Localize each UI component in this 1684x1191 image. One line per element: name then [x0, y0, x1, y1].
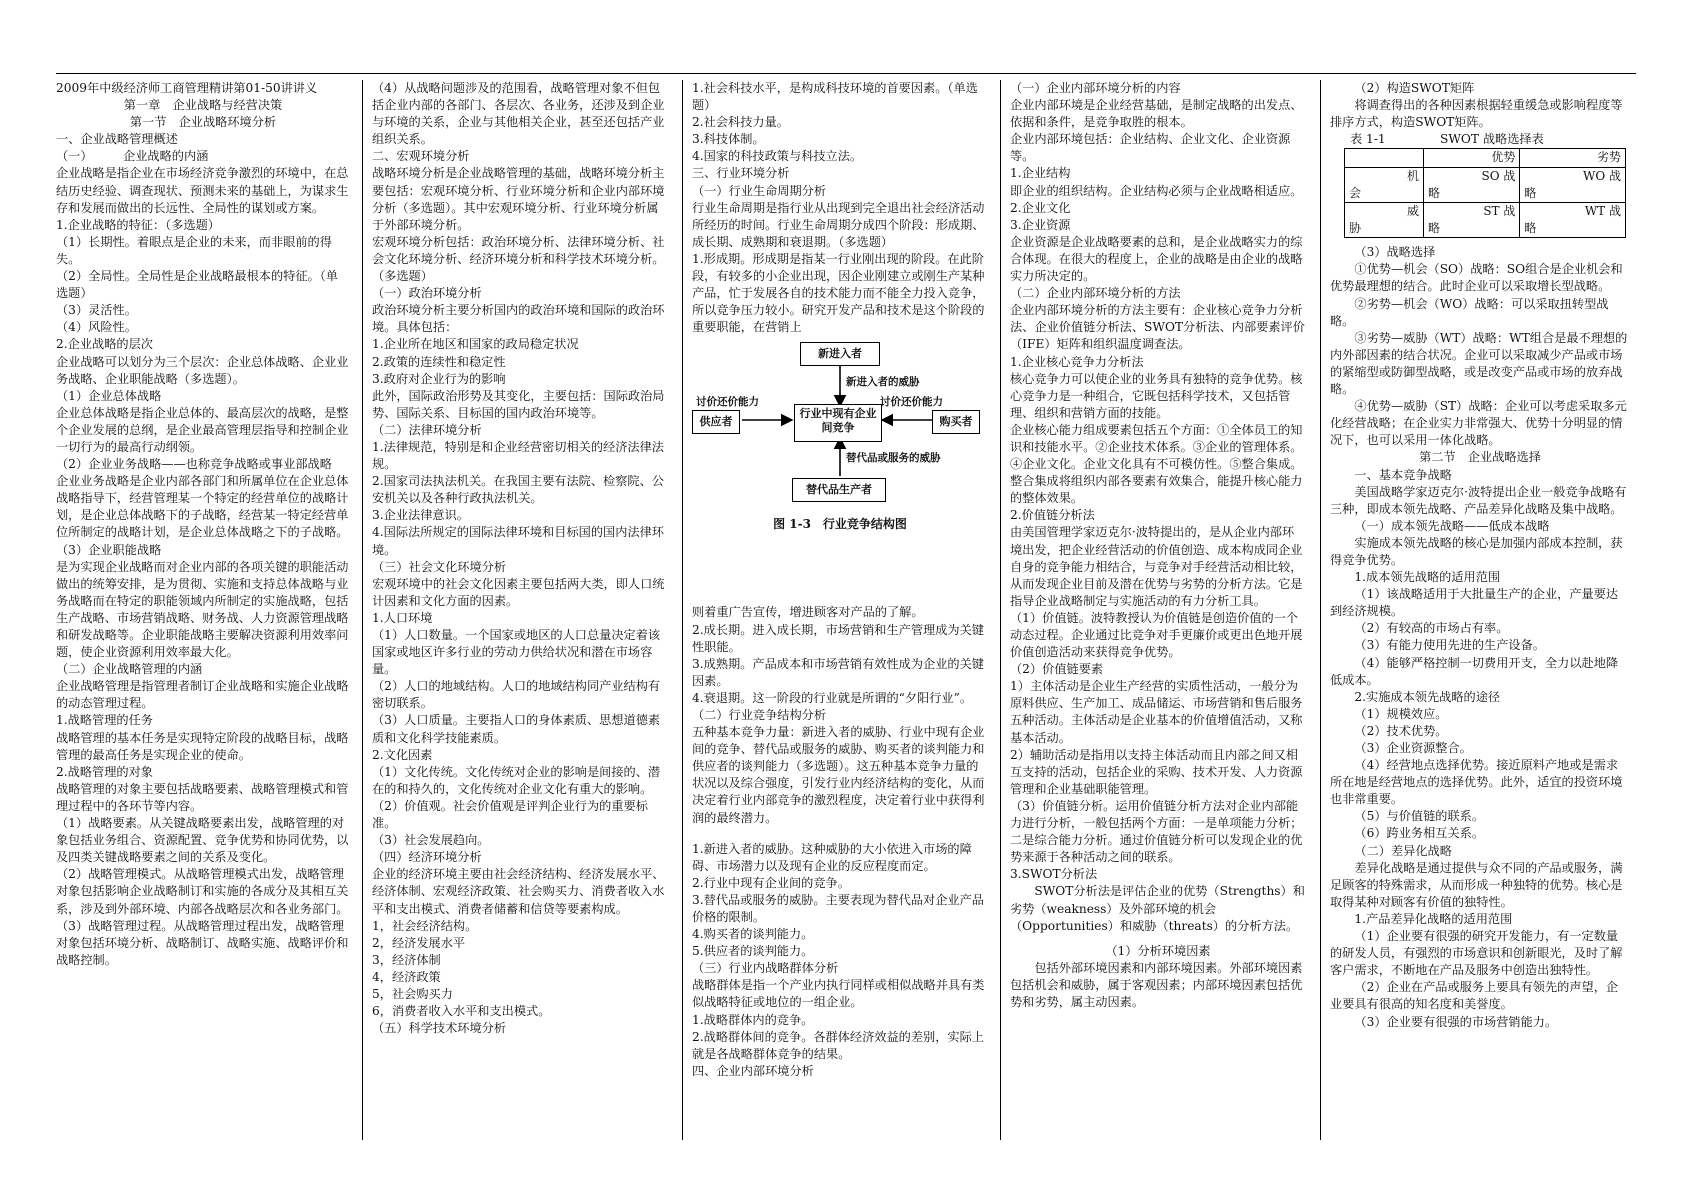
paragraph: 2.社会科技力量。 [692, 115, 789, 130]
paragraph: 1.新进入者的威胁。这种威胁的大小依进入市场的障碍、市场潜力以及现有企业的反应程度而定。 [692, 841, 972, 873]
paragraph: SWOT分析法是评估企业的优势（Strengths）和劣势（weakness）及外部环境的机会（Opportunities）和威胁（threats）的分析方法。 [1010, 884, 1305, 933]
paragraph: （1）规模效应。 [1354, 706, 1448, 721]
column-3 [692, 80, 988, 1140]
paragraph: （3）企业资源整合。 [1354, 741, 1472, 755]
paragraph: 4.购买者的谈判能力。 [692, 927, 814, 942]
paragraph: （3）战略选择 [1354, 245, 1436, 260]
paragraph: （1）人口数量。一个国家或地区的人口总量决定着该国家或地区许多行业的劳动力供给状况和潜在市场容量。 [372, 628, 661, 677]
paragraph: 5.供应者的谈判能力。 [692, 944, 814, 959]
section-title: 第二节 企业战略选择 [1419, 450, 1541, 465]
paragraph: （2）价值链要素 [1010, 662, 1104, 677]
paragraph: 宏观环境分析包括：政治环境分析、法律环境分析、社会文化环境分析、经济环境分析和科学技术环境分析。（多选题） [372, 234, 665, 284]
paragraph: 1.社会科技水平，是构成科技环境的首要因素。（单选题） [692, 81, 978, 113]
paragraph: （1）长期性。着眼点是企业的未来，而非眼前的得失。 [56, 234, 332, 266]
paragraph: （3）企业要有很强的市场营销能力。 [1354, 1014, 1558, 1029]
table-title: SWOT 战略选择表 [1440, 132, 1544, 147]
swot-table-caption [1330, 131, 1630, 148]
paragraph: （4）能够严格控制一切费用开支，全力以赴地降低成本。 [1330, 655, 1619, 687]
paragraph: 1.企业结构 [1010, 166, 1071, 181]
paragraph: （3）企业职能战略 [56, 542, 162, 557]
paragraph: 1.企业战略的特征：（多选题） [56, 217, 220, 232]
doc-title: 2009年中级经济师工商管理精讲第01-50讲讲义 [56, 81, 318, 95]
paragraph: 企业的经济环境主要由社会经济结构、经济发展水平、经济体制、宏观经济政策、社会购买力、消费者收入水平和支出模式、消费者储蓄和信贷等要素构成。 [372, 867, 665, 916]
paragraph: 美国战略学家迈克尔·波特提出企业一般竞争战略有三种，即成本领先战略、产品差异化战略及集中战略。 [1330, 484, 1627, 516]
paragraph: （1）该战略适用于大批量生产的企业，产量要达到经济规模。 [1330, 587, 1619, 619]
paragraph: 战略管理的基本任务是实现特定阶段的战略目标，战略管理的最高任务是实现企业的使命。 [56, 730, 349, 762]
paragraph: （二）企业内部环境分析的方法 [1010, 286, 1181, 301]
paragraph: （五）科学技术环境分析 [372, 1021, 507, 1036]
paragraph: 核心竞争力可以使企业的业务具有独特的竞争优势。核心竞争力是一种组合，它既包括科学技术，又包括管理、组织和营销方面的技能。 [1010, 371, 1303, 420]
paragraph: 3.企业资源 [1010, 217, 1071, 232]
paragraph: 企业战略可以划分为三个层次：企业总体战略、企业业务战略、企业职能战略（多选题）。 [56, 354, 349, 386]
paragraph: （2）战略管理模式。从战略管理模式出发，战略管理对象包括影响企业战略制订和实施的各成分及其相互关系，涉及到外部环境、内部各战略层次和各业务部门。 [56, 867, 349, 916]
paragraph: 4.国家的科技政策与科技立法。 [692, 149, 863, 164]
paragraph: （3）有能力使用先进的生产设备。 [1354, 638, 1545, 653]
paragraph: 即企业的组织结构。企业结构必须与企业战略相适应。 [1010, 183, 1303, 198]
paragraph: 4，经济政策 [372, 969, 441, 984]
paragraph: 1，社会经济结构。 [372, 918, 478, 933]
supplier-box: 供应者 [692, 410, 740, 434]
paragraph: （1）价值链。波特教授认为价值链是创造价值的一个动态过程。企业通过比竞争对手更廉价或更出色地开展价值创造活动来获得竞争优势。 [1010, 610, 1303, 660]
paragraph: 包括外部环境因素和内部环境因素。外部环境因素包括机会和威胁，属于客观因素；内部环境因素包括优势和劣势，属主动因素。 [1010, 960, 1303, 1009]
paragraph: （三）社会文化环境分析 [372, 559, 507, 574]
buyer-box: 购买者 [932, 410, 980, 434]
column-divider [1320, 80, 1321, 1140]
paragraph: 2.国家司法执法机关。在我国主要有法院、检察院、公安机关以及各种行政执法机关。 [372, 474, 664, 506]
paragraph: 2.文化因素 [372, 747, 433, 762]
heading: 二、宏观环境分析 [372, 149, 470, 164]
paragraph: 企业战略是指企业在市场经济竞争激烈的环境中，在总结历史经验、调查现状、预测未来的基础上，为谋求生存和发展而做出的长远性、全局性的谋划或方案。 [56, 166, 349, 215]
paragraph: （2）构造SWOT矩阵 [1354, 81, 1475, 95]
center-competition-box: 行业中现有企业间竞争 [794, 404, 882, 442]
paragraph: 2.企业战略的层次 [56, 337, 153, 352]
paragraph: 1.法律规范，特别是和企业经营密切相关的经济法律法规。 [372, 439, 664, 472]
paragraph: ③劣势—威胁（WT）战略：WT组合是最不理想的内外部因素的结合状况。企业可以采取减少产品或市场的紧缩型或防御型战略，或是改变产品或市场的放弃战略。 [1330, 330, 1628, 397]
paragraph: （一）政治环境分析 [372, 286, 482, 301]
paragraph: 五种基本竞争力量：新进入者的威胁、行业中现有企业间的竞争、替代品或服务的威胁、购买者的谈判能力和供应者的谈判能力（多选题）。这五种基本竞争力量的状况以及综合强度，引发行业内经济结构的变化，从而决定着行业内部竞争的激烈程度，决定着行业中获得利润的最终潜力。 [692, 725, 985, 825]
paragraph: （二）行业竞争结构分析 [692, 707, 827, 722]
figure-caption: 图 1-3 行业竞争结构图 [773, 517, 907, 532]
paragraph: 1.企业所在地区和国家的政局稳定状况 [372, 337, 579, 352]
top-rule [56, 73, 1636, 74]
paragraph: 政治环境分析主要分析国内的政治环境和国际的政治环境。具体包括： [372, 303, 665, 335]
paragraph: 2.政策的连续性和稳定性 [372, 354, 506, 369]
column-divider [682, 80, 683, 1140]
paragraph: 企业内部环境分析的方法主要有：企业核心竞争力分析法、企业价值链分析法、SWOT分析法、内部要素评价（IFE）矩阵和组织温度调查法。 [1010, 303, 1305, 352]
paragraph: （2）全局性。全局性是企业战略最根本的特征。（单选题） [56, 269, 338, 301]
paragraph: 企业核心能力组成要素包括五个方面：①全体员工的知识和技能水平。②企业技术体系。③企业的管理体系。④企业文化。企业文化具有不可模仿性。⑤整合集成。整合集成将组织内部各要素有效集合，能提升核心能力的整体效果。 [1010, 422, 1303, 506]
paragraph: 企业业务战略是企业内部各部门和所属单位在企业总体战略指导下，经营管理某一个特定的经营单位的战略计划，是企业总体战略下的子战略，经营某一特定经营单位所制定的战略计划，是企业总体战略之下的子战略。 [56, 474, 349, 540]
paragraph: （4）从战略问题涉及的范围看，战略管理对象不但包括企业内部的各部门、各层次、各业务，还涉及到企业与环境的关系，企业与其他相关企业，甚至还包括产业组织关系。 [372, 81, 665, 147]
paragraph: 实施成本领先战略的核心是加强内部成本控制，获得竞争优势。 [1330, 535, 1623, 567]
paragraph: （2）人口的地域结构。人口的地域结构同产业结构有密切联系。 [372, 679, 661, 711]
st-cell: ST 战 略 [1424, 203, 1520, 238]
paragraph: 3.替代品或服务的威胁。主要表现为替代品对企业产品价格的限制。 [692, 892, 984, 924]
paragraph: 2.成长期。进入成长期，市场营销和生产管理成为关键性职能。 [692, 622, 984, 654]
heading: 四、企业内部环境分析 [692, 1063, 814, 1078]
paragraph: （1）文化传统。文化传统对企业的影响是间接的、潜在的和持久的，文化传统对企业文化有重大的影响。 [372, 764, 661, 796]
paragraph: （3）人口质量。主要指人口的身体素质、思想道德素质和文化科学技能素质。 [372, 713, 661, 745]
paragraph: （2）企业在产品或服务上要具有领先的声望，企业要具有很高的知名度和美誉度。 [1330, 980, 1619, 1012]
header-strength: 优势 [1424, 149, 1520, 168]
paragraph: （一）成本领先战略——低成本战略 [1354, 518, 1550, 533]
paragraph: 战略管理的对象主要包括战略要素、战略管理模式和管理过程中的各环节等内容。 [56, 781, 349, 813]
paragraph: ④优势—威胁（ST）战略：企业可以考虑采取多元化经营战略；在企业实力非常强大、优势十分明显的情况下，也可以采用一体化战略。 [1330, 399, 1627, 448]
paragraph: 3.企业法律意识。 [372, 508, 469, 523]
paragraph: 3.政府对企业行为的影响 [372, 371, 506, 386]
substitute-box: 替代品生产者 [792, 478, 886, 502]
column-4 [1010, 80, 1306, 1140]
paragraph: ①优势—机会（SO）战略：SO组合是企业机会和优势最理想的结合。此时企业可以采取增长型战略。 [1330, 262, 1623, 294]
bargain-left-label: 讨价还价能力 [696, 396, 759, 409]
paragraph: 2.战略管理的对象 [56, 764, 153, 779]
new-entrant-box: 新进入者 [800, 342, 880, 366]
paragraph: （2）技术优势。 [1354, 723, 1448, 738]
paragraph: 2）辅助活动是指用以支持主体活动而且内部之间又相互支持的活动，包括企业的采购、技术开发、人力资源管理和企业基础职能管理。 [1010, 747, 1303, 796]
threat-new-entrant-label: 新进入者的威胁 [846, 376, 920, 389]
heading: 三、行业环境分析 [692, 166, 790, 181]
paragraph: （一）企业内部环境分析的内容 [1010, 81, 1181, 95]
paragraph: 2.行业中现有企业间的竞争。 [692, 875, 850, 890]
paragraph: 企业战略管理是指管理者制订企业战略和实施企业战略的动态管理过程。 [56, 679, 349, 711]
paragraph: 1.形成期。形成期是指某一行业刚出现的阶段。在此阶段，有较多的小企业出现，因企业刚建立或刚生产某种产品，忙于发展各自的技术能力而不能全力投入竞争，所以竞争压力较小。研究开发产品和技术是这个阶段的重要职能，在营销上 [692, 251, 985, 335]
heading: 一、基本竞争战略 [1354, 467, 1452, 482]
chapter-title: 第一章 企业战略与经营决策 [123, 98, 283, 113]
column-1 [56, 80, 350, 1140]
threat-substitute-label: 替代品或服务的威胁 [846, 452, 941, 465]
paragraph: （二）法律环境分析 [372, 422, 482, 437]
paragraph: 战略群体是指一个产业内执行同样或相似战略并具有类似战略特征或地位的一组企业。 [692, 978, 985, 1010]
section-title: 第一节 企业战略环境分析 [129, 115, 277, 130]
paragraph: 企业内部环境是企业经营基础，是制定战略的出发点、依据和条件，是竞争取胜的根本。 [1010, 98, 1303, 130]
paragraph: （3）价值链分析。运用价值链分析方法对企业内部能力进行分析，一般包括两个方面：一是单项能力分析；二是综合能力分析。通过价值链分析可以发现企业的优势来源于各种活动之间的联系。 [1010, 798, 1303, 865]
paragraph: 战略环境分析是企业战略管理的基础，战略环境分析主要包括：宏观环境分析、行业环境分析和企业内部环境分析（多选题）。其中宏观环境分析、行业环境分析属于外部环境分析。 [372, 166, 665, 232]
column-5 [1330, 80, 1630, 1140]
paragraph: （6）跨业务相互关系。 [1354, 826, 1485, 841]
paragraph: 宏观环境中的社会文化因素主要包括两大类，即人口统计因素和文化方面的因素。 [372, 576, 665, 608]
paragraph: （5）与价值链的联系。 [1354, 809, 1485, 824]
paragraph: 1.战略管理的任务 [56, 713, 153, 728]
industry-competition-figure [692, 338, 988, 598]
paragraph: （三）行业内战略群体分析 [692, 961, 839, 976]
paragraph: （4）经营地点选择优势。接近原料产地或是需求所在地是经营地点的选择优势。此外，适宜的投资环境也非常重要。 [1330, 758, 1623, 807]
subheading: （一） 企业战略的内涵 [56, 149, 209, 164]
paragraph: 5，社会购买力 [372, 986, 453, 1001]
paragraph: （四）经济环境分析 [372, 850, 482, 865]
paragraph: 2.企业文化 [1010, 200, 1071, 215]
paragraph: 4.衰退期。这一阶段的行业就是所谓的“夕阳行业”。 [692, 690, 973, 705]
paragraph: （1）战略要素。从关键战略要素出发，战略管理的对象包括业务组合、资源配置、竞争优势和协同优势，以及四类关键战略要素之间的关系及变化。 [56, 816, 349, 865]
paragraph: （3）社会发展趋向。 [372, 833, 490, 848]
swot-table [1344, 148, 1626, 238]
paragraph: 2.战略群体间的竞争。各群体经济效益的差别，实际上就是各战略群体竞争的结果。 [692, 1029, 984, 1061]
paragraph: 2.实施成本领先战略的途径 [1354, 689, 1501, 704]
paragraph: （2）有较高的市场占有率。 [1354, 621, 1509, 636]
paragraph: 4.国际法所规定的国际法律环境和目标国的国内法律环境。 [372, 525, 664, 557]
paragraph: 行业生命周期是指行业从出现到完全退出社会经济活动所经历的时间。行业生命周期分成四个阶段：形成期、成长期、成熟期和衰退期。（多选题） [692, 200, 985, 249]
paragraph: （3）战略管理过程。从战略管理过程出发，战略管理对象包括环境分析、战略制订、战略实施、战略评价和战略控制。 [56, 918, 349, 967]
paragraph: 将调查得出的各种因素根据轻重缓急或影响程度等排序方式，构造SWOT矩阵。 [1330, 98, 1623, 130]
paragraph: 由美国管理学家迈克尔·波特提出的，是从企业内部环境出发，把企业经营活动的价值创造、成本构成同企业自身的竞争能力相结合，与竞争对手经营活动相比较，从而发现企业目前及潜在优势与劣势的分析方法。它是指导企业战略制定与实施活动的有力分析工具。 [1010, 525, 1303, 608]
heading: 一、企业战略管理概述 [56, 132, 178, 147]
paragraph: 2，经济发展水平 [372, 935, 466, 950]
paragraph: 1.战略群体内的竞争。 [692, 1012, 814, 1027]
paragraph: 1.成本领先战略的适用范围 [1354, 570, 1501, 585]
paragraph: 3.科技体制。 [692, 132, 765, 147]
header-weakness: 劣势 [1520, 149, 1626, 168]
paragraph: （1）企业总体战略 [56, 388, 162, 403]
paragraph: 差异化战略是通过提供与众不同的产品或服务，满足顾客的特殊需求，从而形成一种独特的优势。核心是取得某种对顾客有价值的独特性。 [1330, 860, 1623, 909]
paragraph: （2）企业业务战略——也称竞争战略或事业部战略 [56, 457, 332, 472]
wt-cell: WT 战 略 [1520, 203, 1626, 238]
paragraph: 3.成熟期。产品成本和市场营销有效性成为企业的关键因素。 [692, 656, 984, 688]
paragraph: ②劣势—机会（WO）战略：可以采取扭转型战略。 [1330, 296, 1609, 328]
paragraph: 企业内部环境包括：企业结构、企业文化、企业资源等。 [1010, 132, 1291, 164]
column-2 [372, 80, 668, 1140]
column-divider [362, 80, 363, 1140]
paragraph: 6，消费者收入水平和支出模式。 [372, 1004, 551, 1019]
paragraph: 企业总体战略是指企业总体的、最高层次的战略，是整个企业发展的总纲，是企业最高管理层指导和控制企业一切行为的最高行动纲领。 [56, 405, 349, 454]
opportunity-cell: 机 会 [1345, 168, 1424, 203]
bargain-right-label: 讨价还价能力 [880, 396, 943, 409]
paragraph: 2.价值链分析法 [1010, 508, 1095, 523]
paragraph: （3）灵活性。 [56, 303, 137, 318]
threat-cell: 威 胁 [1345, 203, 1424, 238]
table-number: 表 1-1 [1350, 132, 1386, 147]
wo-cell: WO 战 略 [1520, 168, 1626, 203]
paragraph: 企业资源是企业战略要素的总和，是企业战略实力的综合体现。在很大的程度上，企业的战略是由企业的战略实力所决定的。 [1010, 234, 1303, 284]
paragraph: 此外，国际政治形势及其变化，主要包括：国际政治局势、国际关系、目标国的国内政治环境等。 [372, 388, 665, 420]
paragraph: （1）分析环境因素 [1105, 943, 1211, 958]
paragraph: 则着重广告宣传，增进顾客对产品的了解。 [692, 605, 924, 620]
paragraph: 3.SWOT分析法 [1010, 867, 1098, 882]
column-divider [1000, 80, 1001, 1140]
paragraph: （1）企业要有很强的研究开发能力，有一定数量的研发人员，有强烈的市场意识和创新眼光，及时了解客户需求，不断地在产品及服务中创造出独特性。 [1330, 929, 1623, 978]
paragraph: 1.产品差异化战略的适用范围 [1354, 911, 1513, 926]
paragraph: （2）价值观。社会价值观是评判企业行为的重要标准。 [372, 798, 648, 831]
paragraph: （4）风险性。 [56, 320, 137, 335]
paragraph: 是为实现企业战略而对企业内部的各项关键的职能活动做出的统筹安排，是为贯彻、实施和支持总体战略与业务战略而在特定的职能领域内所制定的实施战略，包括生产战略、市场营销战略、财务战、人力资源管理战略和研发战略等。企业职能战略主要解决资源利用效率问题，使企业资源利用效率最大化。 [56, 559, 349, 660]
paragraph: （二）差异化战略 [1354, 843, 1452, 858]
paragraph: 1.人口环境 [372, 610, 433, 625]
paragraph: 1）主体活动是企业生产经营的实质性活动，一般分为原料供应、生产加工、成品储运、市场营销和售后服务五种活动。主体活动是企业基本的价值增值活动，又称基本活动。 [1010, 679, 1303, 745]
paragraph: （一）行业生命周期分析 [692, 183, 827, 198]
paragraph: 1.企业核心竞争力分析法 [1010, 354, 1144, 369]
paragraph: （二）企业战略管理的内涵 [56, 662, 203, 677]
paragraph: 3，经济体制 [372, 952, 441, 967]
so-cell: SO 战 略 [1424, 168, 1520, 203]
